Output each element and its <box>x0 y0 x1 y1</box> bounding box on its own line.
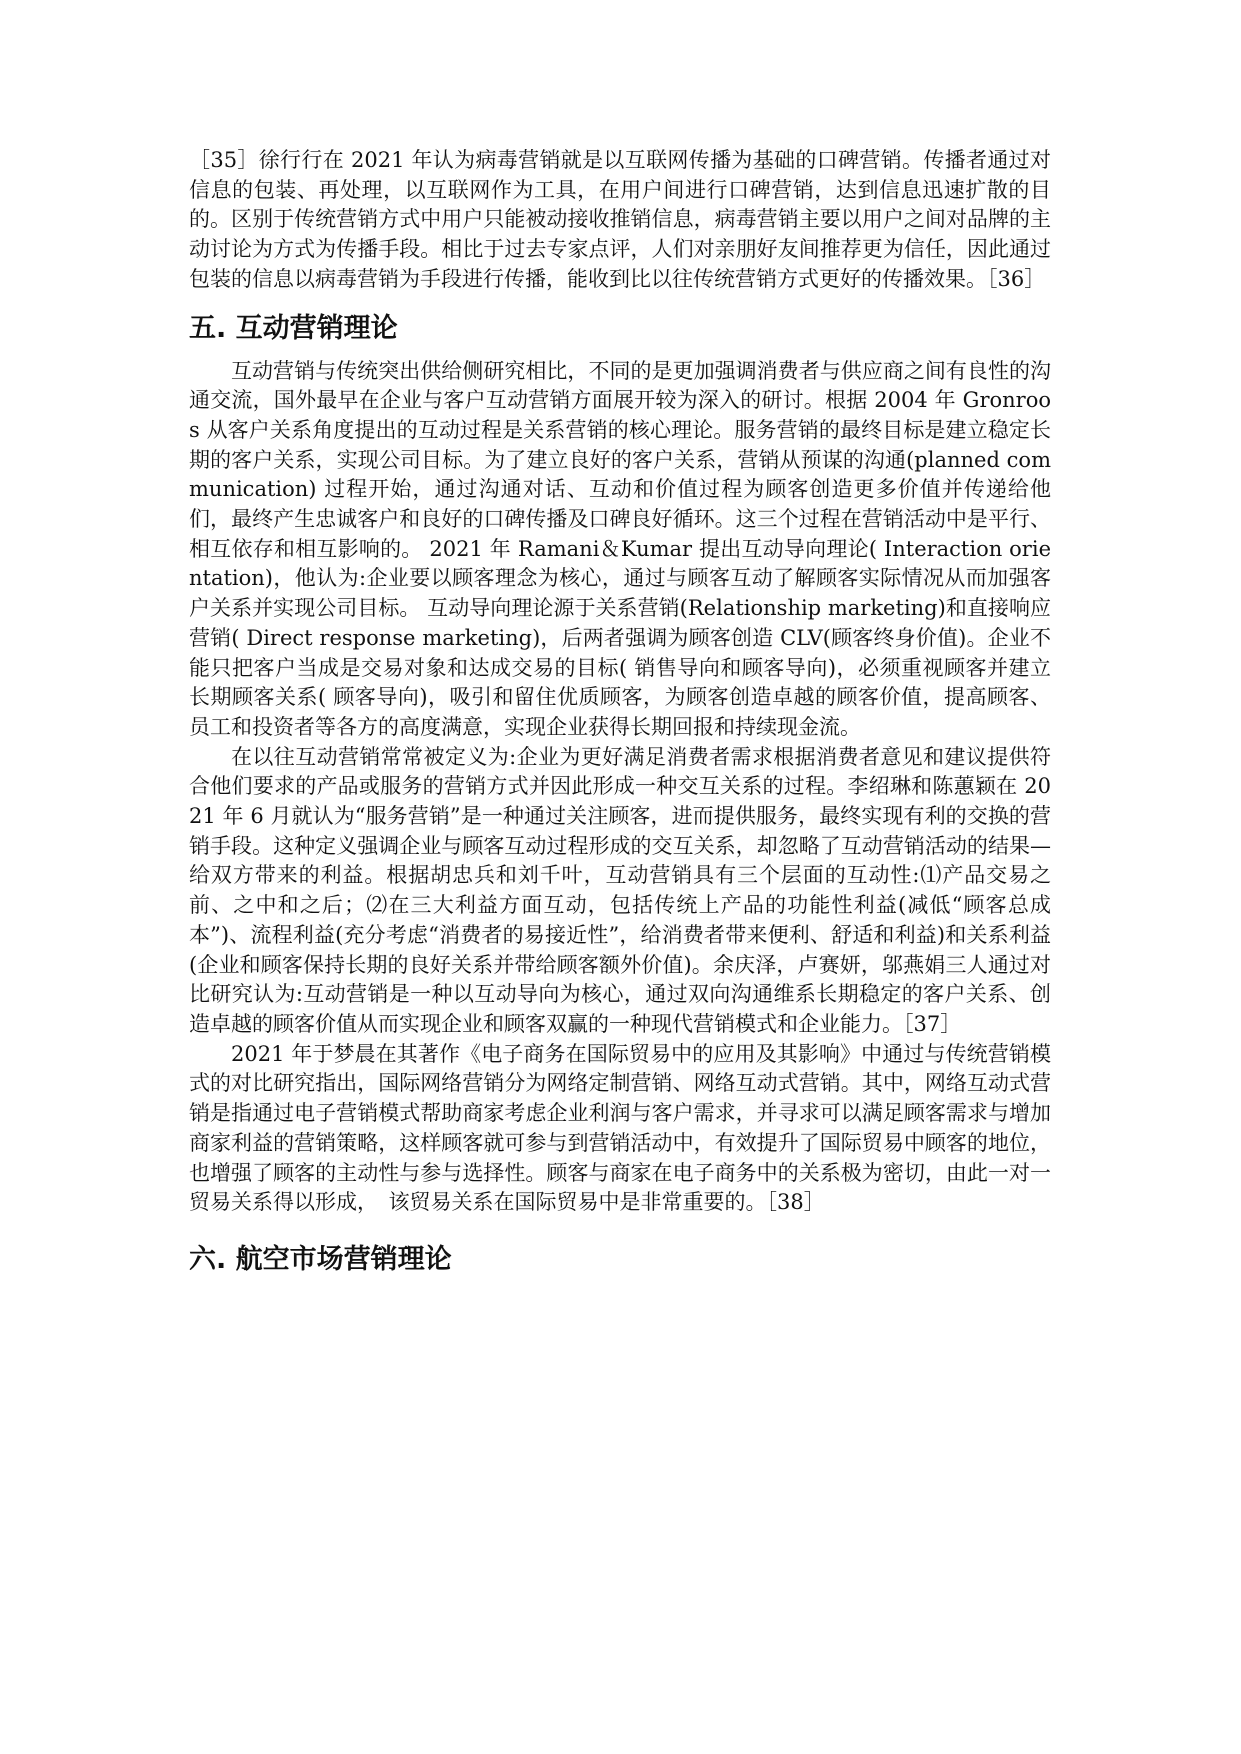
section-5-paragraph-3: 2021 年于梦晨在其著作《电子商务在国际贸易中的应用及其影响》中通过与传统营销模式的对比研究指出，国际网络营销分为网络定制营销、网络互动式营销。其中，网络互动式营销是指通过电子营销模式帮助商家考虑企业利润与客户需求，并寻求可以满足顾客需求与增加商家利益的营销策略，这样顾客就可参与到营销活动中，有效提升了国际贸易中顾客的地位，也增强了顾客的主动性与参与选择性。顾客与商家在电子商务中的关系极为密切，由此一对一贸易关系得以形成， 该贸易关系在国际贸易中是非常重要的。［38］ <box>189 1041 1051 1215</box>
section-5-paragraph-1: 互动营销与传统突出供给侧研究相比，不同的是更加强调消费者与供应商之间有良性的沟通交流，国外最早在企业与客户互动营销方面展开较为深入的研讨。根据 2004 年 Gronroos 从客户关系角度提出的互动过程是关系营销的核心理论。服务营销的最终目标是建立稳定长期的客户关系，实现公司目标。为了建立良好的客户关系，营销从预谋的沟通(planned communication) 过程开始，通过沟通对话、互动和价值过程为顾客创造更多价值并传递给他们，最终产生忠诚客户和良好的口碑传播及口碑良好循环。这三个过程在营销活动中是平行、相互依存和相互影响的。 2021 年 Ramani＆Kumar 提出互动导向理论( Interaction orientation)，他认为:企业要以顾客理念为核心，通过与顾客互动了解顾客实际情况从而加强客户关系并实现公司目标。 互动导向理论源于关系营销(Relationship marketing)和直接响应营销( Direct response marketing)，后两者强调为顾客创造 CLV(顾客终身价值)。企业不能只把客户当成是交易对象和达成交易的目标( 销售导向和顾客导向)，必须重视顾客并建立长期顾客关系( 顾客导向)，吸引和留住优质顾客，为顾客创造卓越的顾客价值，提高顾客、员工和投资者等各方的高度满意，实现企业获得长期回报和持续现金流。 <box>189 358 1051 739</box>
intro-paragraph: ［35］徐行行在 2021 年认为病毒营销就是以互联网传播为基础的口碑营销。传播者通过对信息的包装、再处理，以互联网作为工具，在用户间进行口碑营销，达到信息迅速扩散的目的。区别于传统营销方式中用户只能被动接收推销信息，病毒营销主要以用户之间对品牌的主动讨论为方式为传播手段。相比于过去专家点评，人们对亲朋好友间推荐更为信任，因此通过包装的信息以病毒营销为手段进行传播，能收到比以往传统营销方式更好的传播效果。［36］ <box>189 148 1051 291</box>
section-6-heading: 六. 航空市场营销理论 <box>189 1243 452 1275</box>
section-5-paragraph-2: 在以往互动营销常常被定义为:企业为更好满足消费者需求根据消费者意见和建议提供符合他们要求的产品或服务的营销方式并因此形成一种交互关系的过程。李绍琳和陈蕙颖在 2021 年 6 月就认为“服务营销”是一种通过关注顾客，进而提供服务，最终实现有利的交换的营销手段。这种定义强调企业与顾客互动过程形成的交互关系，却忽略了互动营销活动的结果—给双方带来的利益。根据胡忠兵和刘千叶，互动营销具有三个层面的互动性:⑴产品交易之前、之中和之后；⑵在三大利益方面互动，包括传统上产品的功能性利益(减低“顾客总成本”)、流程利益(充分考虑“消费者的易接近性”，给消费者带来便利、舒适和利益)和关系利益(企业和顾客保持长期的良好关系并带给顾客额外价值)。余庆泽，卢赛妍，邬燕娟三人通过对比研究认为:互动营销是一种以互动导向为核心，通过双向沟通维系长期稳定的客户关系、创造卓越的顾客价值从而实现企业和顾客双赢的一种现代营销模式和企业能力。［37］ <box>189 744 1051 1036</box>
section-5-heading: 五. 互动营销理论 <box>189 312 398 344</box>
document-page <box>189 146 1051 1280</box>
